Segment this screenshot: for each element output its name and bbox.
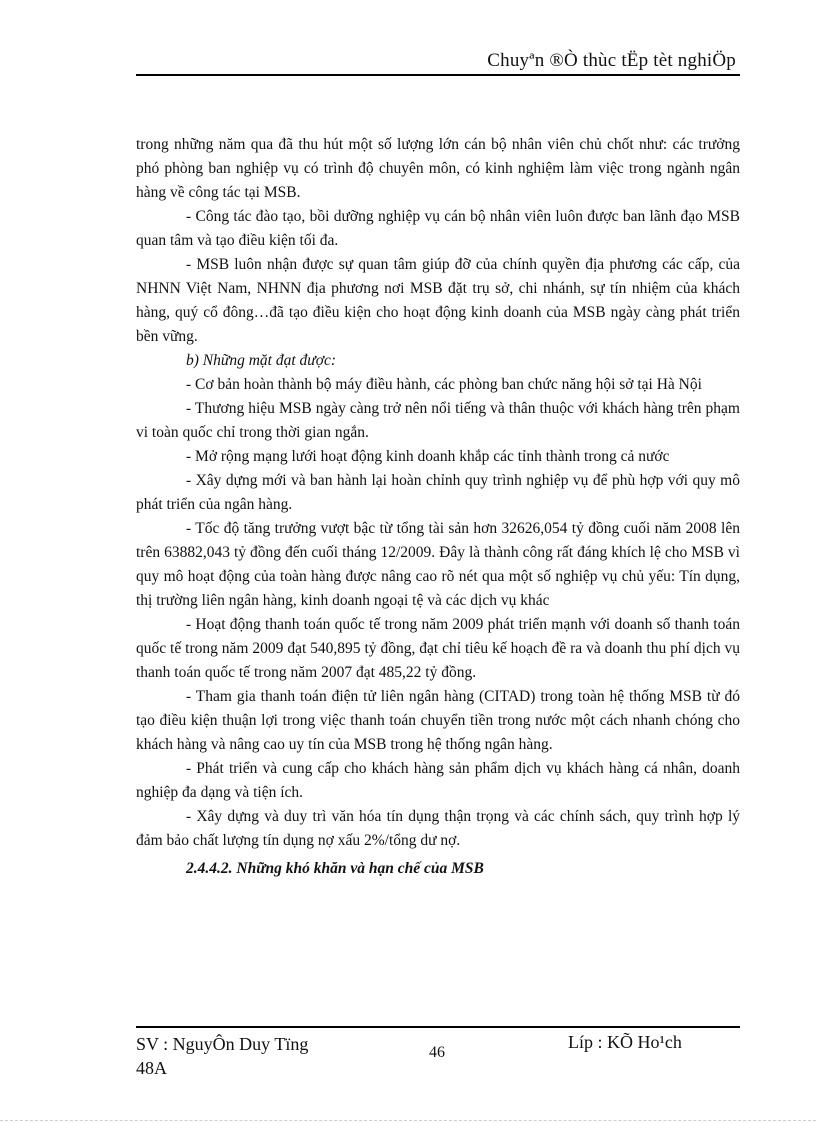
paragraph: - Mở rộng mạng lưới hoạt động kinh doanh khắp các tỉnh thành trong cả nước [186,448,670,465]
section-heading: 2.4.4.2. Những khó khăn và hạn chế của MSB [186,860,484,877]
paragraph: - Hoạt động thanh toán quốc tế trong năm 2009 phát triển mạnh với doanh số thanh toán quốc tế trong năm 2009 đạt 540,895 tỷ đồng, đạt chỉ tiêu kế hoạch đề ra và doanh thu phí dịch vụ thanh toán quốc tế trong năm 2007 đạt 485,22 tỷ đồng. [136,616,740,681]
paragraph: trong những năm qua đã thu hút một số lượng lớn cán bộ nhân viên chủ chốt như: các trưởng phó phòng ban nghiệp vụ có trình độ chuyên môn, có kinh nghiệm làm việc trong ngành ngân hàng về công tác tại MSB. [136,136,740,201]
document-body [136,133,740,881]
page-edge-divider [0,1120,816,1121]
page-number: 46 [429,1044,445,1061]
paragraph: - Cơ bản hoàn thành bộ máy điều hành, các phòng ban chức năng hội sở tại Hà Nội [186,376,702,393]
header-divider [136,74,740,76]
section-subheading: b) Những mặt đạt được: [186,352,337,369]
footer-student [136,1032,308,1080]
paragraph: - Công tác đào tạo, bồi dưỡng nghiệp vụ cán bộ nhân viên luôn được ban lãnh đạo MSB quan tâm và tạo điều kiện tối đa. [136,208,740,249]
paragraph: - Thương hiệu MSB ngày càng trở nên nổi tiếng và thân thuộc với khách hàng trên phạm vi toàn quốc chỉ trong thời gian ngắn. [136,400,740,441]
student-name: SV : NguyÔn Duy Tïng [136,1034,309,1054]
paragraph: - MSB luôn nhận được sự quan tâm giúp đỡ của chính quyền địa phương các cấp, của NHNN Việt Nam, NHNN địa phương nơi MSB đặt trụ sở, chi nhánh, sự tín nhiệm của khách hàng, quý cổ đông…đã tạo điều kiện cho hoạt động kinh doanh của MSB ngày càng phát triển bền vững. [136,256,740,345]
paragraph: - Xây dựng và duy trì văn hóa tín dụng thận trọng và các chính sách, quy trình hợp lý đảm bảo chất lượng tín dụng nợ xấu 2%/tổng dư nợ. [136,808,740,849]
page-header-title: Chuyªn ®Ò thùc tËp tèt nghiÖp [487,50,736,71]
student-class: 48A [136,1058,167,1078]
paragraph: - Tốc độ tăng trưởng vượt bậc từ tổng tài sản hơn 32626,054 tỷ đồng cuối năm 2008 lên trên 63882,043 tỷ đồng đến cuối tháng 12/2009. Đây là thành công rất đáng khích lệ cho MSB vì quy mô hoạt động của toàn hàng được nâng cao rõ nét qua một số nghiệp vụ chủ yếu: Tín dụng, thị trường liên ngân hàng, kinh doanh ngoại tệ và các dịch vụ khác [136,520,740,609]
paragraph: - Tham gia thanh toán điện tử liên ngân hàng (CITAD) trong toàn hệ thống MSB từ đó tạo điều kiện thuận lợi trong việc thanh toán chuyển tiền trong nước một cách nhanh chóng cho khách hàng và nâng cao uy tín của MSB trong hệ thống ngân hàng. [136,688,740,753]
paragraph: - Xây dựng mới và ban hành lại hoàn chỉnh quy trình nghiệp vụ để phù hợp với quy mô phát triển của ngân hàng. [136,472,740,513]
footer-class-label: Líp : KÕ Ho¹ch [568,1032,682,1052]
footer-divider [136,1026,740,1028]
paragraph: - Phát triển và cung cấp cho khách hàng sản phẩm dịch vụ khách hàng cá nhân, doanh nghiệp đa dạng và tiện ích. [136,760,740,801]
